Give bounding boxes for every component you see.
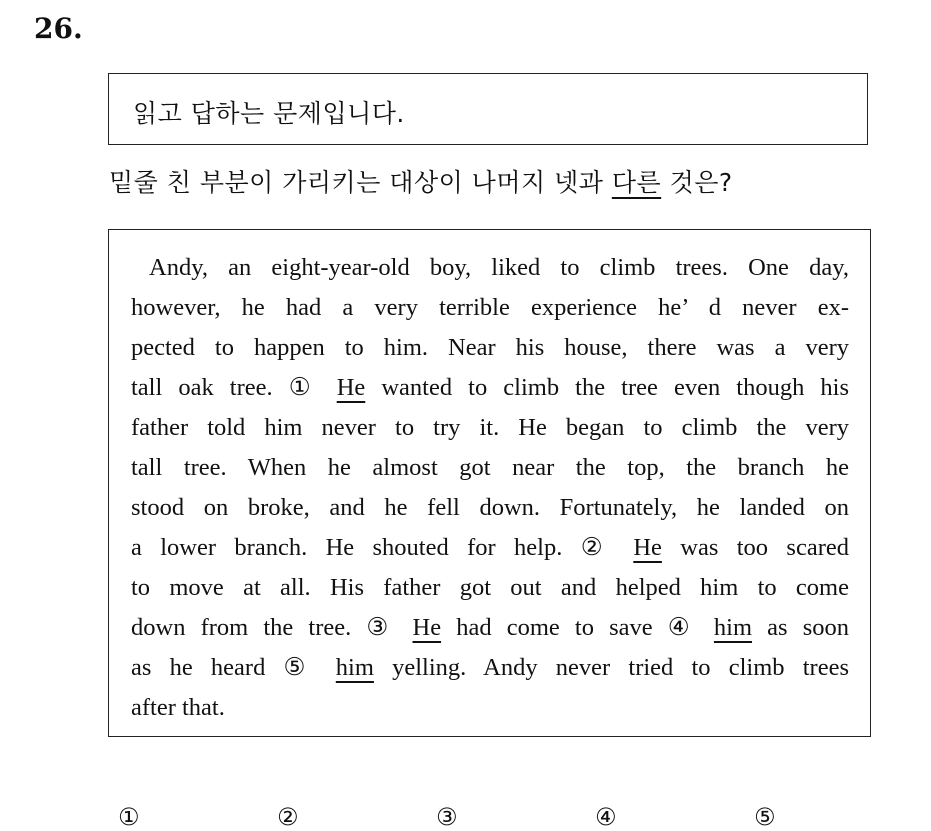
question-number: 26. <box>34 12 83 45</box>
answer-choices <box>0 803 931 831</box>
passage-line <box>131 688 849 728</box>
passage-segment: as he heard ⑤ <box>131 654 336 681</box>
instruction-text: 읽고 답하는 문제입니다. <box>133 99 405 128</box>
passage-line <box>131 368 849 408</box>
instruction-box <box>108 73 868 145</box>
passage-line <box>131 648 849 688</box>
passage-segment: pected to happen to him. Near his house, there was a very <box>131 334 849 361</box>
underlined-pronoun: He <box>336 374 366 401</box>
choice-1[interactable]: ① <box>118 803 140 831</box>
passage-line <box>131 328 849 368</box>
passage-line <box>131 288 849 328</box>
prompt-after: 것은? <box>661 168 733 197</box>
passage-segment: a lower branch. He shouted for help. ② <box>131 534 634 561</box>
passage-line <box>131 528 849 568</box>
choice-5[interactable]: ⑤ <box>754 803 776 831</box>
passage-segment: had come to save ④ <box>441 614 714 641</box>
passage-segment: as soon <box>752 614 849 641</box>
passage-segment: however, he had a very terrible experience he’ d never ex- <box>131 294 849 321</box>
passage-text <box>131 248 849 728</box>
passage-segment: Andy, an eight-year-old boy, liked to climb trees. One day, <box>149 254 849 281</box>
passage-box <box>108 229 871 737</box>
passage-segment: tall oak tree. ① <box>131 374 337 401</box>
underlined-pronoun: him <box>335 654 374 681</box>
choice-2[interactable]: ② <box>277 803 299 831</box>
choice-4[interactable]: ④ <box>595 803 617 831</box>
passage-line <box>131 448 849 488</box>
underlined-pronoun: him <box>713 614 753 641</box>
passage-line <box>131 248 849 288</box>
passage-segment: after that. <box>131 694 225 721</box>
passage-line <box>131 568 849 608</box>
question-prompt <box>109 163 733 199</box>
underlined-pronoun: He <box>633 534 662 561</box>
passage-segment: tall tree. When he almost got near the top, the branch he <box>131 454 849 481</box>
passage-line <box>131 608 849 648</box>
passage-segment: father told him never to try it. He began to climb the very <box>131 414 849 441</box>
passage-segment: yelling. Andy never tried to climb trees <box>373 654 850 681</box>
passage-line <box>131 488 849 528</box>
passage-segment: wanted to climb the tree even though his <box>365 374 849 401</box>
passage-segment: was too scared <box>661 534 849 561</box>
underlined-pronoun: He <box>412 614 442 641</box>
passage-segment: stood on broke, and he fell down. Fortunately, he landed on <box>131 494 849 521</box>
passage-segment: down from the tree. ③ <box>131 614 413 641</box>
prompt-before: 밑줄 친 부분이 가리키는 대상이 나머지 넷과 <box>109 168 612 197</box>
prompt-underlined: 다른 <box>611 168 662 197</box>
choice-3[interactable]: ③ <box>436 803 458 831</box>
passage-line <box>131 408 849 448</box>
passage-segment: to move at all. His father got out and helped him to come <box>131 574 849 601</box>
